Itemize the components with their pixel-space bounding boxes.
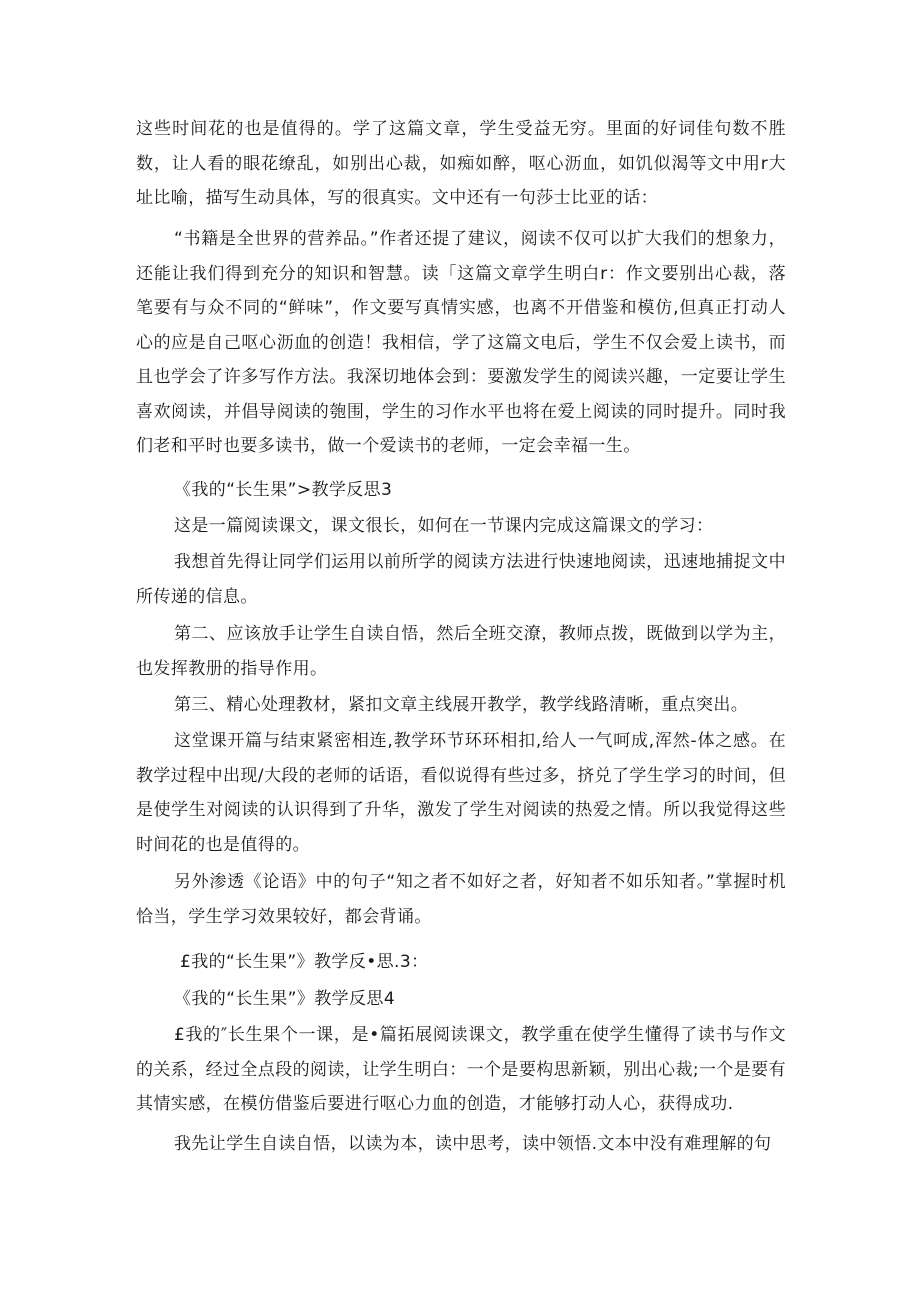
paragraph-8: 另外渗透《论语》中的句子“知之者不如好之者，好知者不如乐知者。”掌握时机恰当，学生学习效果较好，都会背诵。	[136, 872, 786, 927]
section-heading-4: 《我的“长生果”》教学反思4	[174, 989, 396, 1009]
section-heading-3-repeat: £我的“长生果”》教学反•思.3：	[180, 952, 429, 972]
section-heading-3: 《我的“长生果”>教学反思3	[174, 480, 393, 500]
paragraph-10: 我先让学生自读自悟，以读为本，读中思考，读中领悟.文本中没有难理解的句	[174, 1134, 772, 1154]
paragraph-3: 这是一篇阅读课文，课文很长，如何在一节课内完成这篇课文的学习：	[174, 516, 714, 536]
paragraph-9: £我的″长生果个一课，是•篇拓展阅读课文，教学重在使学生懂得了读书与作文的关系，经过全点段的阅读，让学生明白：一个是要构思新颖，别出心裁;一个是要有其情实感，在模仿借鉴后要进行呕心力血的创造，才能够打动人心，获得成功.	[136, 1025, 786, 1114]
paragraph-6: 第三、精心处理教材，紧扣文章主线展开教学，教学线路清晰，重点突出。	[174, 695, 749, 715]
paragraph-1: 这些时间花的也是值得的。学了这篇文章，学生受益无穷。里面的好词佳句数不胜数，让人看的眼花缭乱，如别出心裁，如痴如醉，呕心沥血，如饥似渴等文中用r大址比喻，描写生动具体，写的很真实。文中还有一句莎士比亚的话：	[136, 119, 786, 208]
paragraph-4: 我想首先得让同学们运用以前所学的阅读方法进行快速地阅读，迅速地捕捉文中所传递的信息。	[136, 552, 786, 607]
paragraph-2: “书籍是全世界的营养品。”作者还提了建议，阅读不仅可以扩大我们的想象力，还能让我们得到充分的知识和智慧。读「这篇文章学生明白r：作文要别出心裁，落笔要有与众不同的“鲜味”，作文要写真情实感，也离不开借鉴和模仿,但真正打动人心的应是自己呕心沥血的创造！我相信，学了这篇文电后，学生不仅会爱上读书，而且也学会了许多写作方法。我深切地体会到：要激发学生的阅读兴趣，一定要让学生喜欢阅读，并倡导阅读的匏围，学生的习作水平也将在爱上阅读的同时提升。同时我们老和平时也要多读书，做一个爱读书的老师，一定会幸福一生。	[136, 229, 786, 456]
paragraph-7: 这堂课开篇与结束紧密相连,教学环节环环相扣,给人一气呵成,浑然-体之感。在教学过程中出现/大段的老师的话语，看似说得有些过多，挤兑了学生学习的时间，但是使学生对阅读的认识得到了升华，激发了学生对阅读的热爱之情。所以我觉得这些时间花的也是值得的。	[136, 731, 786, 855]
paragraph-5: 第二、应该放手让学生自读自悟，然后全班交潦，教师点拨，既做到以学为主，也发挥教册的指导作用。	[136, 624, 786, 679]
